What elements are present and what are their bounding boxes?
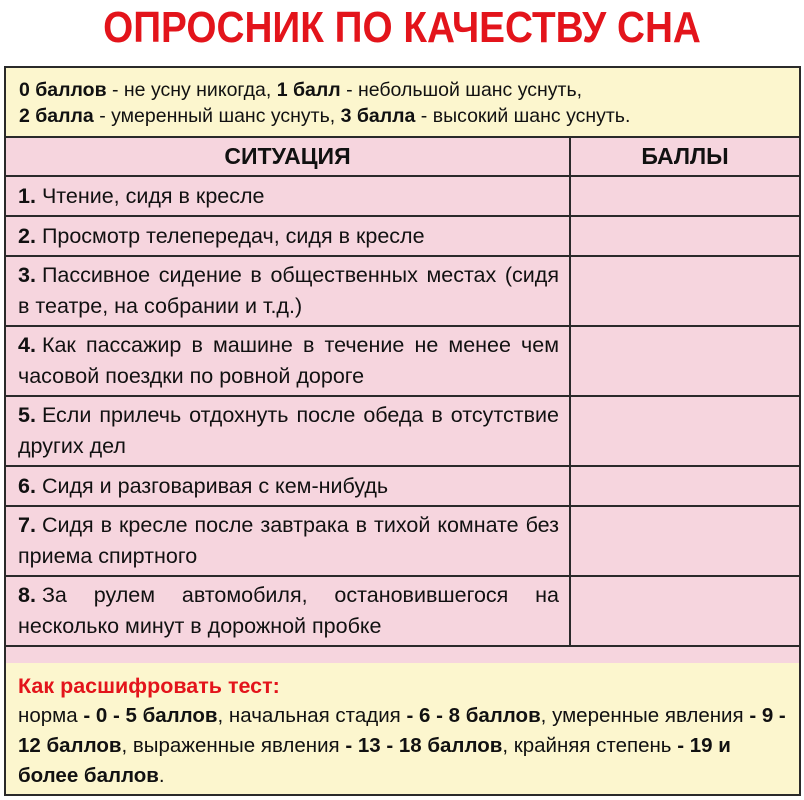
situation-number: 2. [18,223,36,248]
situation-text: Если прилечь отдохнуть после обеда в отсутствие других дел [18,403,559,458]
points-cell[interactable] [570,466,799,506]
bold-segment: - 9 - 12 баллов [18,704,786,757]
situation-cell [6,506,570,576]
text-segment: , крайняя степень [502,734,678,757]
text-segment: - небольшой шанс уснуть, [340,79,583,101]
text-segment: - умеренный шанс уснуть, [93,105,341,127]
legend-line-1 [19,77,799,103]
bold-segment: 0 баллов [19,79,107,101]
text-segment: норма [18,704,84,727]
points-cell[interactable] [570,176,799,216]
bold-segment: - 0 - 5 баллов [83,704,218,727]
bold-segment: - 6 - 8 баллов [406,704,541,727]
bold-segment: - 13 - 18 баллов [345,734,503,757]
situation-text: Пассивное сидение в общественных местах (сидя в театре, на собрании и т.д.) [18,263,559,318]
decoding-heading: Как расшифровать тест: [18,674,280,698]
situation-cell [6,216,570,256]
legend-line-2 [19,103,799,129]
situation-cell [6,326,570,396]
situation-number: 6. [18,473,36,498]
text-segment: , начальная стадия [217,704,407,727]
situation-number: 3. [18,263,36,287]
situation-number: 4. [18,333,36,357]
test-decoding-box [6,663,799,794]
points-cell[interactable] [570,326,799,396]
text-segment: - не усну никогда, [106,79,277,101]
situation-number: 8. [18,583,36,607]
table-header-row [6,138,799,176]
bold-segment: 1 балл [276,79,341,101]
situation-cell [6,576,570,646]
situation-number: 7. [18,513,36,537]
table-row [6,216,799,256]
situation-cell [6,396,570,466]
bold-segment: 2 балла [19,105,94,127]
situation-text: Сидя и разговаривая с кем-нибудь [41,473,389,498]
bold-segment: - 19 и более баллов [18,734,731,787]
situation-cell [6,466,570,506]
situation-text: Чтение, сидя в кресле [41,183,265,208]
table-row [6,176,799,216]
table-row [6,506,799,576]
decoding-text [18,701,789,791]
situation-number: 5. [18,403,36,427]
table-row [6,466,799,506]
points-column-header: БАЛЛЫ [570,138,799,176]
situation-cell [6,176,570,216]
bold-segment: 3 балла [340,105,416,127]
page-title: ОПРОСНИК ПО КАЧЕСТВУ СНА [103,3,701,52]
points-cell[interactable] [570,256,799,326]
situations-table [6,138,799,647]
points-cell[interactable] [570,216,799,256]
text-segment: , умеренные явления [540,704,750,727]
situation-column-header: СИТУАЦИЯ [6,138,570,176]
situation-text: Как пассажир в машине в течение не менее чем часовой поездки по ровной дороге [18,333,559,388]
situation-text: Сидя в кресле после завтрака в тихой комнате без приема спиртного [18,513,559,568]
points-cell[interactable] [570,396,799,466]
text-segment: - высокий шанс уснуть. [415,105,631,127]
situation-text: За рулем автомобиля, остановившегося на несколько минут в дорожной пробке [18,583,559,638]
table-row [6,576,799,646]
situation-cell [6,256,570,326]
situation-text: Просмотр телепередач, сидя в кресле [41,223,425,248]
questionnaire-card [4,66,801,796]
scoring-legend [6,68,799,138]
table-row [6,256,799,326]
text-segment: . [158,764,165,787]
text-segment: , выраженные явления [121,734,346,757]
points-cell[interactable] [570,576,799,646]
situation-number: 1. [18,183,36,208]
table-row [6,396,799,466]
points-cell[interactable] [570,506,799,576]
table-row [6,326,799,396]
